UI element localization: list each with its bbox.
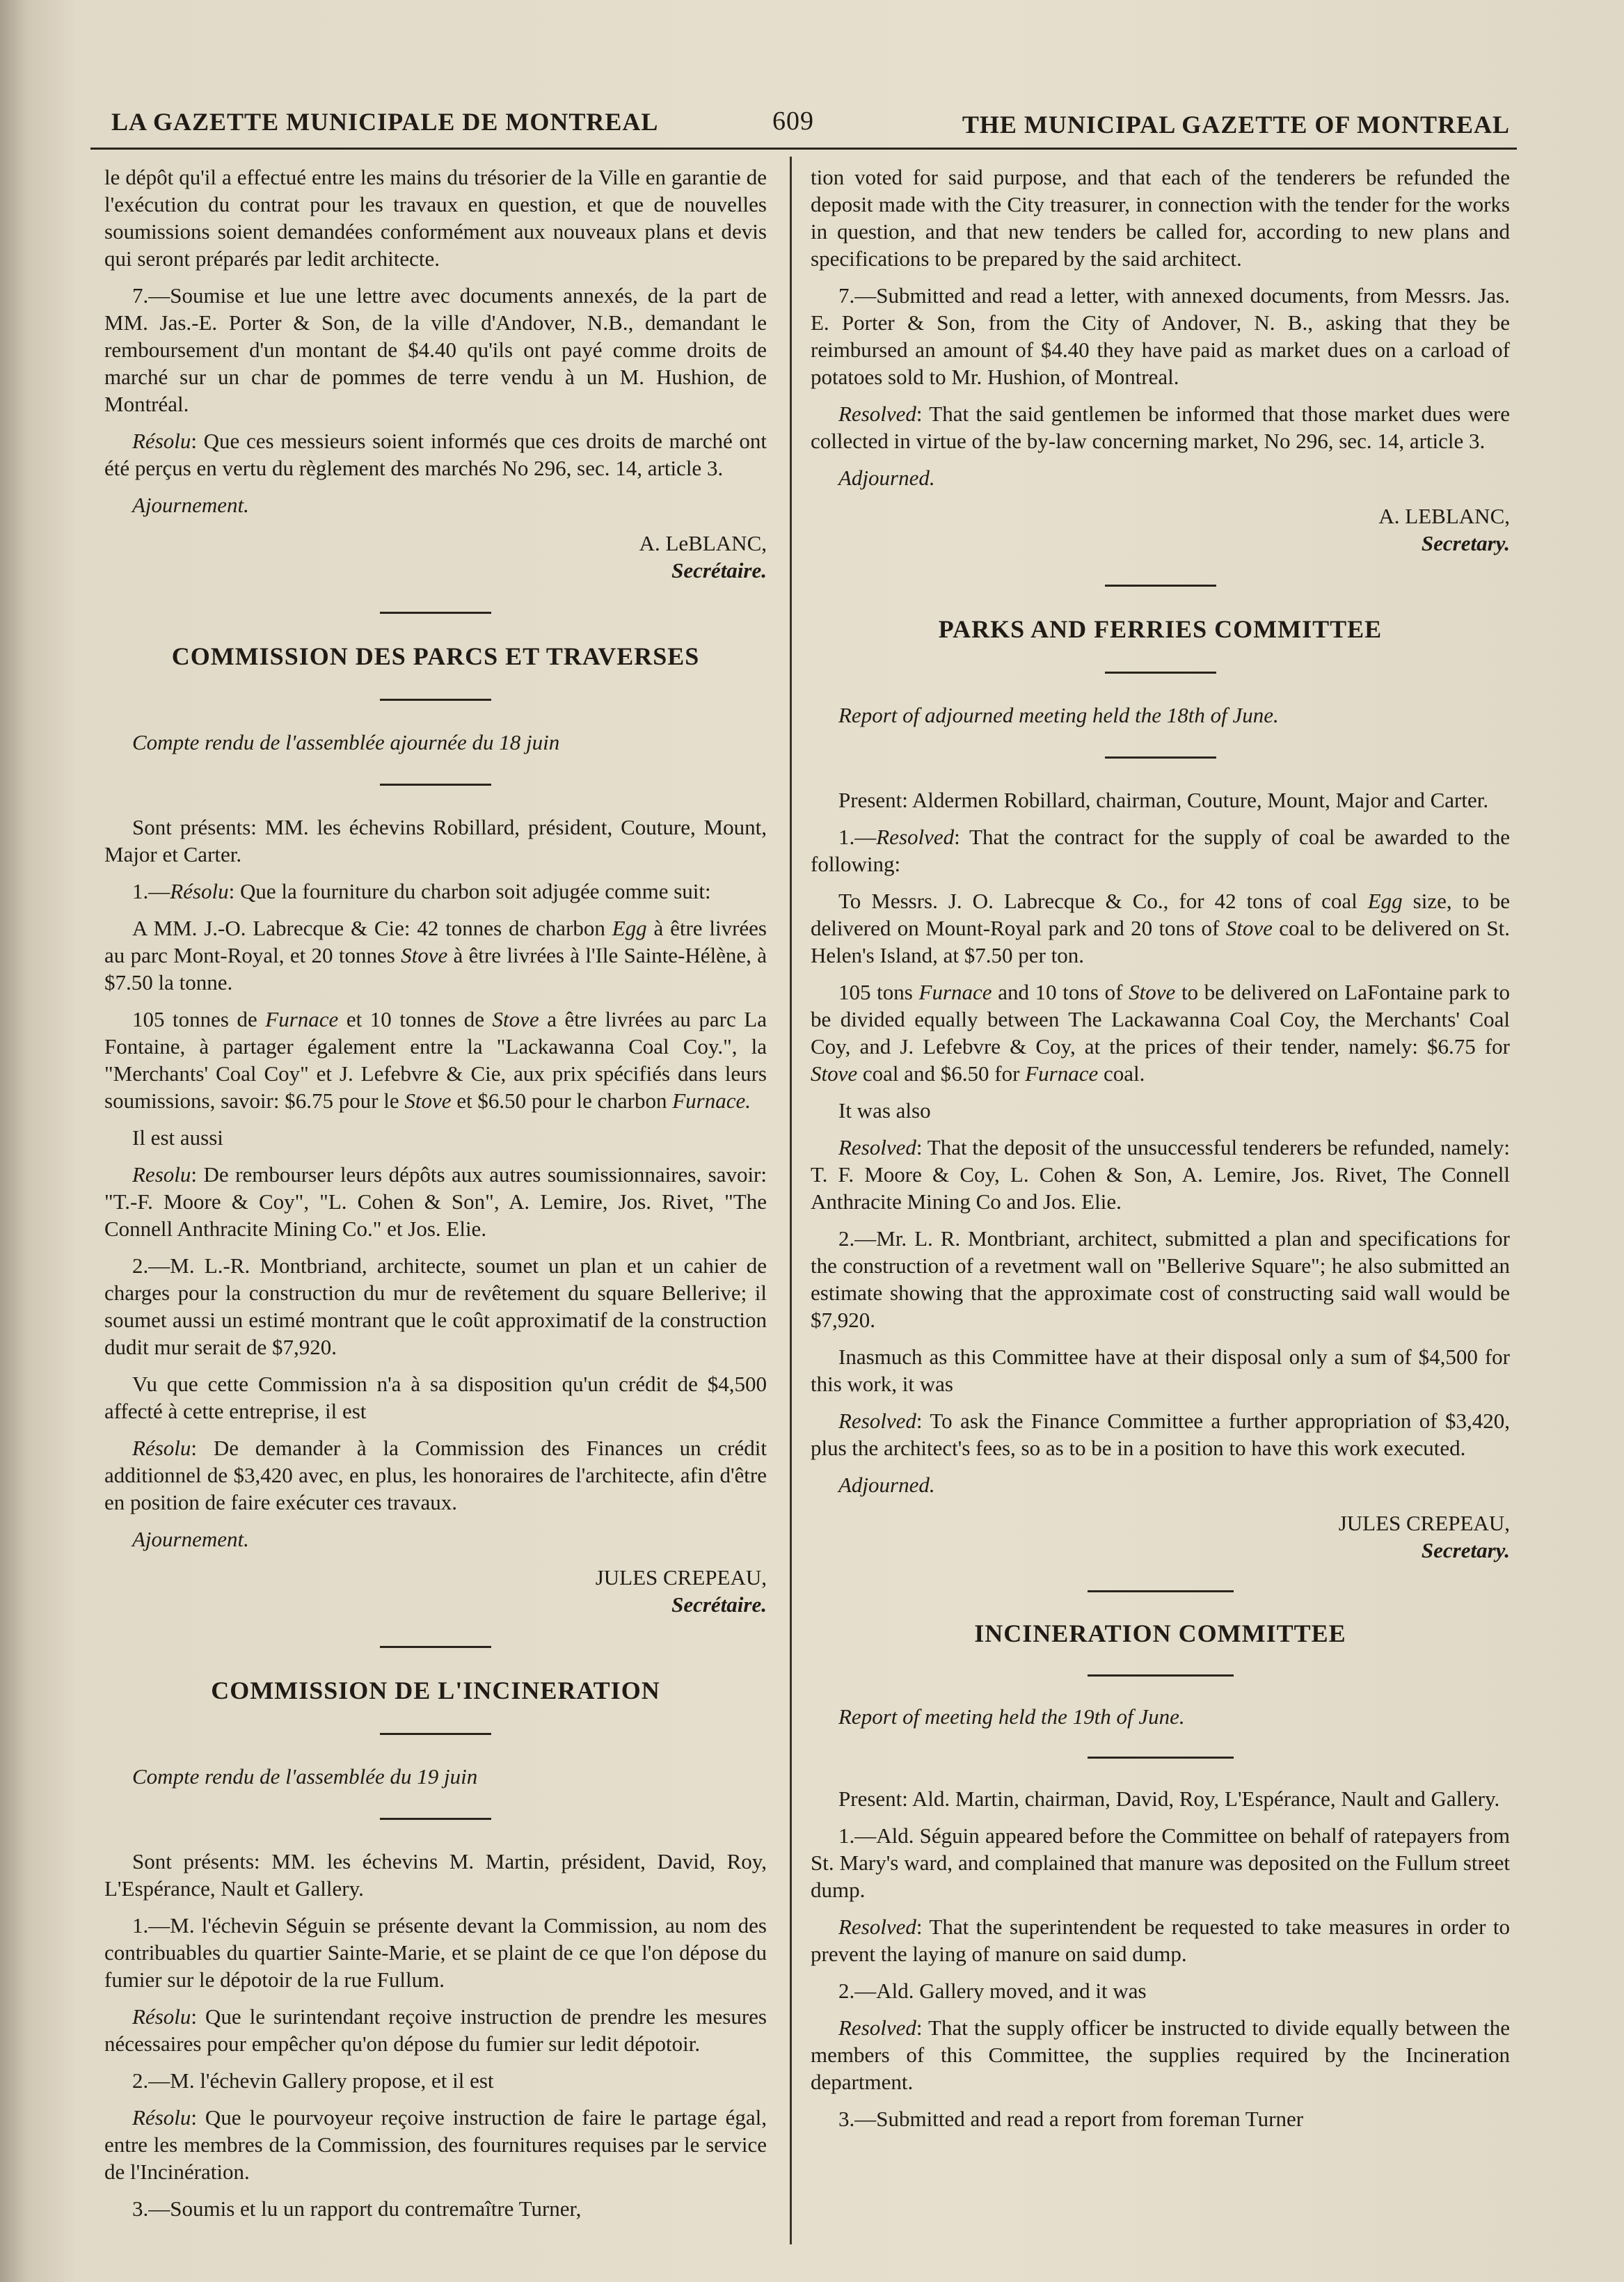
fr-paragraph-text: : Que le surintendant reçoive instruction de prendre les mesures nécessaires pour empêcher qu'on dépose du fumier sur ledit dépotoir. bbox=[104, 2004, 767, 2056]
en-coal-type: Furnace bbox=[918, 980, 992, 1004]
fr-paragraph-text: : De rembourser leurs dépôts aux autres soumissionnaires, savoir: "T.-F. Moore & Coy", "L. Cohen & Son", A. Lemire, Jos. Rivet, "The Connell Anthracite Mining Co." et Jos. Elie. bbox=[104, 1162, 767, 1241]
en-text: to be delivered on LaFontaine park to be divided equally between The Lackawanna Coal Coy, the Merchants' Coal Coy, and J. Lefebvre & Coy, at the prices of their tender, namely: $6.75 for bbox=[811, 980, 1511, 1059]
fr-paragraph-text: : Que ces messieurs soient informés que ces droits de marché ont été perçus en vertu du règlement des marchés No 296, sec. 14, article 3. bbox=[104, 429, 767, 480]
fr-resolu-label: Resolu bbox=[132, 1162, 191, 1187]
fr-adjournment: Ajournement. bbox=[132, 493, 249, 517]
column-divider bbox=[790, 157, 792, 2244]
en-resolved-label: Resolved bbox=[838, 1135, 916, 1159]
page-number: 609 bbox=[772, 106, 814, 136]
fr-paragraph: 7.—Soumise et lue une lettre avec documents annexés, de la part de MM. Jas.-E. Porter & Son, de la ville d'Andover, N.B., demandant le remboursement d'un montant de $4.40 qu'ils ont payé comme droits de marché sur un char de pommes de terre vendu à un M. Hushion, de Montréal. bbox=[104, 283, 767, 416]
fr-paragraph bbox=[104, 1434, 767, 1516]
en-text: size, to be delivered on Mount-Royal park and 20 tons of bbox=[811, 889, 1510, 940]
en-paragraph bbox=[811, 1913, 1510, 1967]
en-coal-type: Stove bbox=[1129, 980, 1176, 1004]
fr-signature-name: A. LeBLANC, bbox=[639, 531, 767, 555]
fr-paragraph bbox=[104, 878, 767, 905]
masthead-rule bbox=[90, 148, 1517, 150]
fr-resolu-label: Résolu bbox=[132, 1436, 191, 1460]
fr-resolu-label: Résolu bbox=[132, 429, 191, 453]
en-paragraph bbox=[811, 887, 1510, 969]
en-paragraph bbox=[811, 823, 1510, 878]
english-column bbox=[811, 164, 1510, 2142]
masthead-english-title: THE MUNICIPAL GAZETTE OF MONTREAL bbox=[962, 111, 1510, 138]
section-rule bbox=[1105, 756, 1216, 759]
fr-coal-type: Stove bbox=[492, 1007, 539, 1031]
en-paragraph bbox=[811, 400, 1510, 454]
french-column bbox=[104, 164, 767, 2232]
fr-adjournment: Ajournement. bbox=[132, 1527, 249, 1551]
en-item-number: 1.— bbox=[838, 825, 877, 849]
fr-paragraph: Il est aussi bbox=[132, 1125, 223, 1150]
en-paragraph bbox=[811, 1407, 1510, 1461]
en-text: 105 tons bbox=[838, 980, 919, 1004]
en-coal-type: Egg bbox=[1367, 889, 1403, 913]
en-signature-name: JULES CREPEAU, bbox=[1338, 1511, 1510, 1535]
en-paragraph: It was also bbox=[838, 1098, 931, 1123]
en-signature-title: Secretary. bbox=[1421, 531, 1510, 555]
en-text: To Messrs. J. O. Labrecque & Co., for 42 tons of coal bbox=[838, 889, 1368, 913]
fr-paragraph bbox=[104, 914, 767, 996]
en-paragraph-text: : That the said gentlemen be informed that those market dues were collected in virtue of the by-law concerning market, No 296, sec. 14, article 3. bbox=[811, 402, 1510, 453]
fr-coal-type: Furnace bbox=[265, 1007, 339, 1031]
en-incineration-heading: INCINERATION COMMITTEE bbox=[974, 1619, 1346, 1647]
en-adjournment: Adjourned. bbox=[838, 466, 935, 490]
fr-paragraph: 1.—M. l'échevin Séguin se présente devant la Commission, au nom des contribuables du quartier Sainte-Marie, et se plaint de ce que l'on dépose du fumier sur le dépotoir de la rue Fullum. bbox=[104, 1913, 767, 1992]
section-rule bbox=[380, 1646, 491, 1648]
fr-coal-type: Egg bbox=[612, 916, 647, 940]
section-rule bbox=[380, 1818, 491, 1820]
en-text: coal and $6.50 for bbox=[857, 1061, 1026, 1086]
en-parks-subtitle: Report of adjourned meeting held the 18th of June. bbox=[838, 703, 1279, 727]
section-rule bbox=[1088, 1674, 1234, 1677]
en-paragraph bbox=[811, 2014, 1510, 2095]
fr-paragraph-text: : Que le pourvoyeur reçoive instruction de faire le partage égal, entre les membres de la Commission, des fournitures requises par le service de l'Incinération. bbox=[104, 2105, 767, 2184]
en-signature-title: Secretary. bbox=[1421, 1538, 1510, 1562]
en-resolved-label: Resolved bbox=[838, 1409, 916, 1433]
fr-paragraph-text: : Que la fourniture du charbon soit adjugée comme suit: bbox=[228, 879, 711, 903]
en-paragraph: Present: Aldermen Robillard, chairman, Couture, Mount, Major and Carter. bbox=[838, 788, 1489, 812]
en-parks-heading: PARKS AND FERRIES COMMITTEE bbox=[938, 615, 1383, 643]
fr-paragraph-text: : De demander à la Commission des Finances un crédit additionnel de $3,420 avec, en plus, les honoraires de l'architecte, afin d'être en position de faire exécuter ces travaux. bbox=[104, 1436, 767, 1514]
en-resolved-label: Resolved bbox=[876, 825, 955, 849]
fr-text: et 10 tonnes de bbox=[338, 1007, 493, 1031]
en-paragraph-text: : That the superintendent be requested to take measures in order to prevent the laying of manure on said dump. bbox=[811, 1915, 1510, 1966]
fr-parks-heading: COMMISSION DES PARCS ET TRAVERSES bbox=[171, 642, 700, 670]
en-text: coal to be delivered on St. Helen's Island, at $7.50 per ton. bbox=[811, 916, 1511, 967]
fr-text: a être livrées au parc La Fontaine, à partager également entre la "Lackawanna Coal Coy.", la "Merchants' Coal Coy" et J. Lefebvre & Cie, aux prix spécifiés dans leurs soumissions, savoir: $6.75 pour le bbox=[104, 1007, 767, 1113]
fr-resolu-label: Résolu bbox=[132, 2004, 191, 2029]
en-resolved-label: Resolved bbox=[838, 402, 916, 426]
fr-signature-name: JULES CREPEAU, bbox=[595, 1565, 767, 1590]
section-rule bbox=[1105, 672, 1216, 674]
en-text: and 10 tons of bbox=[992, 980, 1129, 1004]
fr-text: et $6.50 pour le charbon bbox=[451, 1088, 673, 1113]
en-paragraph: 3.—Submitted and read a report from foreman Turner bbox=[838, 2107, 1304, 2131]
en-signature-name: A. LEBLANC, bbox=[1378, 504, 1510, 528]
en-incineration-subtitle: Report of meeting held the 19th of June. bbox=[838, 1704, 1185, 1729]
en-paragraph bbox=[811, 1134, 1510, 1215]
en-paragraph: Present: Ald. Martin, chairman, David, Roy, L'Espérance, Nault and Gallery. bbox=[838, 1786, 1500, 1811]
fr-paragraph: 2.—M. l'échevin Gallery propose, et il est bbox=[132, 2068, 494, 2093]
fr-paragraph: le dépôt qu'il a effectué entre les mains du trésorier de la Ville en garantie de l'exécution du contrat pour les travaux en question, et que de nouvelles soumissions soient demandées conformément aux nouveaux plans et devis qui seront préparés par ledit architecte. bbox=[104, 165, 767, 271]
en-coal-type: Stove bbox=[811, 1061, 858, 1086]
section-rule bbox=[380, 612, 491, 614]
en-paragraph-text: : That the contract for the supply of coal be awarded to the following: bbox=[811, 825, 1510, 876]
fr-paragraph: Vu que cette Commission n'a à sa disposition qu'un crédit de $4,500 affecté à cette entreprise, il est bbox=[104, 1372, 767, 1423]
en-resolved-label: Resolved bbox=[838, 2015, 916, 2040]
fr-paragraph: Sont présents: MM. les échevins M. Martin, président, David, Roy, L'Espérance, Nault et Gallery. bbox=[104, 1849, 767, 1901]
en-text: coal. bbox=[1098, 1061, 1145, 1086]
fr-text: à être livrées à l'Ile Sainte-Hélène, à $7.50 la tonne. bbox=[104, 943, 767, 995]
fr-incineration-heading: COMMISSION DE L'INCINERATION bbox=[211, 1677, 660, 1704]
section-rule bbox=[380, 784, 491, 786]
masthead-french-title: LA GAZETTE MUNICIPALE DE MONTREAL bbox=[111, 108, 659, 136]
fr-item-number: 1.— bbox=[132, 879, 170, 903]
fr-paragraph bbox=[104, 2003, 767, 2057]
masthead bbox=[104, 103, 1510, 145]
fr-paragraph bbox=[104, 427, 767, 482]
en-coal-type: Furnace bbox=[1025, 1061, 1099, 1086]
fr-paragraph: 2.—M. L.-R. Montbriand, architecte, soumet un plan et un cahier de charges pour la construction du mur de revêtement du square Bellerive; il soumet aussi un estimé montrant que le coût approximatif de la construction dudit mur serait de $7,920. bbox=[104, 1253, 767, 1359]
fr-paragraph: Sont présents: MM. les échevins Robillard, président, Couture, Mount, Major et Carter. bbox=[104, 815, 767, 866]
fr-paragraph bbox=[104, 1161, 767, 1242]
fr-coal-type: Stove bbox=[404, 1088, 452, 1113]
section-rule bbox=[1105, 585, 1216, 587]
fr-coal-type: Furnace. bbox=[672, 1088, 751, 1113]
en-paragraph bbox=[811, 978, 1510, 1087]
fr-signature-title: Secrétaire. bbox=[671, 1592, 767, 1617]
section-rule bbox=[1088, 1757, 1234, 1759]
fr-incineration-subtitle: Compte rendu de l'assemblée du 19 juin bbox=[132, 1764, 478, 1789]
fr-text: à être livrées au parc Mont-Royal, et 20 tonnes bbox=[104, 916, 767, 967]
en-paragraph: 7.—Submitted and read a letter, with annexed documents, from Messrs. Jas. E. Porter & Son, from the City of Andover, N. B., asking that they be reimbursed an amount of $4.40 they have paid as market dues on a carload of potatoes sold to Mr. Hushion, of Montreal. bbox=[811, 283, 1510, 389]
fr-resolu-label: Résolu bbox=[170, 879, 229, 903]
en-paragraph-text: : That the supply officer be instructed to divide equally between the members of this Committee, the supplies required by the Incineration department. bbox=[811, 2015, 1510, 2094]
fr-signature-title: Secrétaire. bbox=[671, 558, 767, 583]
fr-coal-type: Stove bbox=[401, 943, 448, 967]
en-resolved-label: Resolved bbox=[838, 1915, 916, 1939]
fr-text: A MM. J.-O. Labrecque & Cie: 42 tonnes de charbon bbox=[132, 916, 612, 940]
en-paragraph: 1.—Ald. Séguin appeared before the Committee on behalf of ratepayers from St. Mary's ward, and complained that manure was deposited on the Fullum street dump. bbox=[811, 1823, 1510, 1902]
section-rule bbox=[380, 699, 491, 701]
fr-text: 105 tonnes de bbox=[132, 1007, 266, 1031]
fr-parks-subtitle: Compte rendu de l'assemblée ajournée du 18 juin bbox=[132, 730, 560, 754]
en-paragraph-text: : To ask the Finance Committee a further appropriation of $3,420, plus the architect's fees, so as to be in a position to have this work executed. bbox=[811, 1409, 1510, 1460]
fr-paragraph bbox=[104, 2104, 767, 2185]
fr-resolu-label: Résolu bbox=[132, 2105, 191, 2130]
en-paragraph: 2.—Ald. Gallery moved, and it was bbox=[838, 1979, 1147, 2003]
en-adjournment: Adjourned. bbox=[838, 1473, 935, 1497]
fr-paragraph: 3.—Soumis et lu un rapport du contremaître Turner, bbox=[132, 2196, 582, 2221]
en-coal-type: Stove bbox=[1225, 916, 1273, 940]
en-paragraph-text: : That the deposit of the unsuccessful tenderers be refunded, namely: T. F. Moore & Coy, L. Cohen & Son, A. Lemire, Jos. Rivet, The Connell Anthracite Mining Co and Jos. Elie. bbox=[811, 1135, 1510, 1214]
en-paragraph: 2.—Mr. L. R. Montbriant, architect, submitted a plan and specifications for the construction of a revetment wall on "Bellerive Square"; he also submitted an estimate showing that the approximate cost of constructing said wall would be $7,920. bbox=[811, 1226, 1510, 1332]
section-rule bbox=[380, 1733, 491, 1735]
section-rule bbox=[1088, 1590, 1234, 1592]
en-paragraph: Inasmuch as this Committee have at their disposal only a sum of $4,500 for this work, it was bbox=[811, 1345, 1510, 1396]
fr-paragraph bbox=[104, 1006, 767, 1114]
en-paragraph: tion voted for said purpose, and that each of the tenderers be refunded the deposit made with the City treasurer, in connection with the tender for the works in question, and that new tenders be called for, according to new plans and specifications to be prepared by the said architect. bbox=[811, 165, 1510, 271]
